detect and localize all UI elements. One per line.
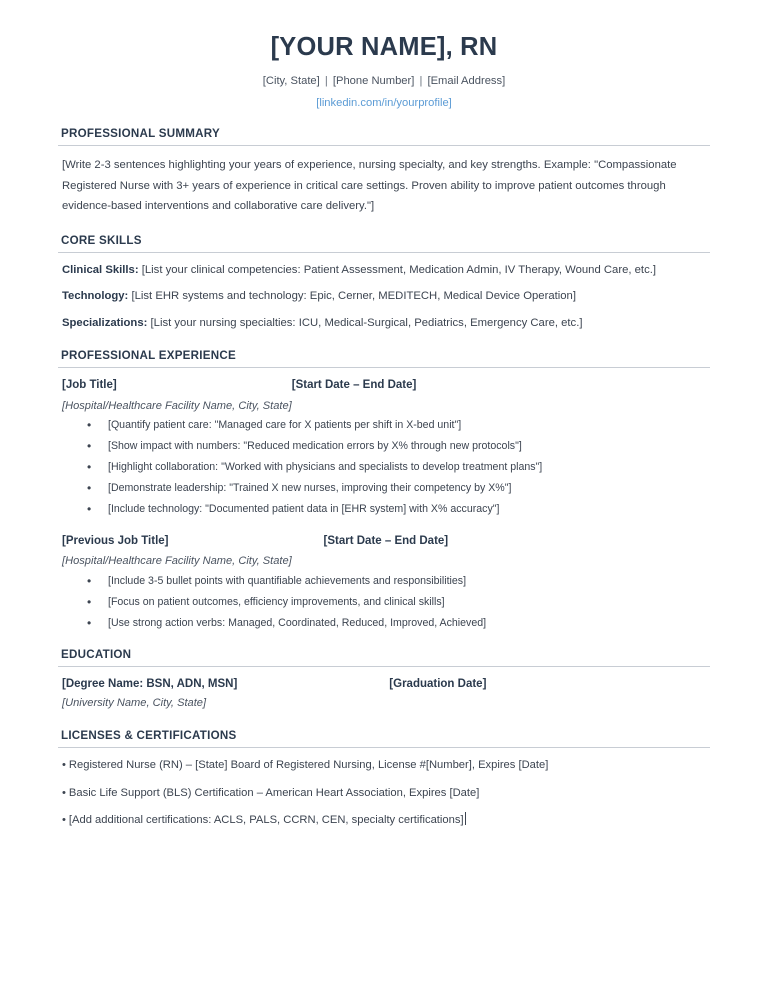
skill-label: Specializations: [62,316,148,329]
resume-header [58,0,710,110]
job-bullet[interactable]: • [Include 3-5 bullet points with quantifiable achievements and responsibilities] [58,574,710,589]
education-institution[interactable]: [University Name, City, State] [62,697,207,710]
section-divider [58,747,710,748]
section-divider [58,252,710,253]
candidate-name: [YOUR NAME], RN [270,33,498,61]
contact-email: [Email Address] [427,75,506,88]
skill-row-clinical[interactable] [62,262,710,280]
job-bullet[interactable]: • [Quantify patient care: "Managed care for X patients per shift in X-bed unit"] [58,418,710,433]
section-education [58,648,710,712]
job-title[interactable]: [Job Title] [62,379,117,392]
contact-separator-2: | [419,75,423,88]
contact-location: [City, State] [262,75,320,88]
section-title-professional-summary: PROFESSIONAL SUMMARY [61,127,220,141]
skill-label: Clinical Skills: [62,263,139,276]
license-text: Registered Nurse (RN) – [State] Board of Registered Nursing, License #[Number], Expires [Date] [68,758,549,771]
section-divider [58,145,710,146]
skill-value: [List your clinical competencies: Patient Assessment, Medication Admin, IV Therapy, Wound Care, etc.] [138,263,656,276]
experience-entry [58,377,710,517]
section-divider [58,367,710,368]
experience-entry [58,533,710,631]
license-text: [Add additional certifications: ACLS, PALS, CCRN, CEN, specialty certifications] [68,814,464,827]
section-title-education: EDUCATION [61,647,132,661]
job-bullet[interactable]: • [Focus on patient outcomes, efficiency improvements, and clinical skills] [58,595,710,610]
job-bullet-list [58,418,710,517]
bullet-glyph: • [62,814,66,827]
job-bullet[interactable]: • [Include technology: "Documented patient data in [EHR system] with X% accuracy"] [58,502,710,517]
license-item[interactable] [62,785,710,802]
professional-summary-text[interactable]: [Write 2-3 sentences highlighting your years of experience, nursing specialty, and key strengths. Example: "Compassionate Registered Nurse with 3+ years of experience in critical care settings. Proven ability to improve patient outcomes through evidence-based interventions and collaborative care delivery."] [62,159,677,213]
section-professional-summary [58,127,710,217]
bullet-glyph: • [62,786,66,799]
job-bullet[interactable]: • [Show impact with numbers: "Reduced medication errors by X% through new protocols"] [58,439,710,454]
job-organization[interactable]: [Hospital/Healthcare Facility Name, City, State] [62,555,292,568]
job-organization[interactable]: [Hospital/Healthcare Facility Name, City, State] [62,399,292,412]
contact-separator-1: | [324,75,328,88]
license-list [58,757,710,829]
skill-row-specializations[interactable] [62,315,710,333]
section-title-core-skills: CORE SKILLS [61,233,142,247]
contact-phone: [Phone Number] [332,75,415,88]
education-graduation-date[interactable]: [Graduation Date] [389,677,487,690]
job-bullet[interactable]: • [Highlight collaboration: "Worked with physicians and specialists to develop treatment plans"] [58,460,710,475]
bullet-glyph: • [62,758,66,771]
section-licenses-certifications [58,729,710,829]
job-bullet[interactable]: • [Use strong action verbs: Managed, Coordinated, Reduced, Improved, Achieved] [58,616,710,631]
section-professional-experience [58,349,710,631]
skill-row-technology[interactable] [62,288,710,306]
skill-value: [List EHR systems and technology: Epic, Cerner, MEDITECH, Medical Device Operation] [128,290,576,303]
linkedin-profile-link[interactable]: [linkedin.com/in/yourprofile] [316,96,452,109]
license-item[interactable] [62,812,710,829]
text-cursor [465,812,466,825]
job-dates[interactable]: [Start Date – End Date] [323,535,449,547]
job-header [62,377,710,394]
license-text: Basic Life Support (BLS) Certification – American Heart Association, Expires [Date] [68,786,480,799]
job-bullet-list [58,574,710,631]
section-divider [58,666,710,667]
job-title[interactable]: [Previous Job Title] [62,535,169,547]
education-header [62,676,710,693]
job-header [62,533,710,550]
contact-line [58,74,710,89]
job-bullet[interactable]: • [Demonstrate leadership: "Trained X new nurses, improving their competency by X%"] [58,481,710,496]
license-item[interactable] [62,757,710,774]
section-title-licenses-certifications: LICENSES & CERTIFICATIONS [61,728,237,742]
education-degree[interactable]: [Degree Name: BSN, ADN, MSN] [62,677,238,690]
skill-value: [List your nursing specialties: ICU, Medical-Surgical, Pediatrics, Emergency Care, etc.] [147,316,583,329]
skill-label: Technology: [62,290,129,303]
section-core-skills [58,234,710,333]
section-title-professional-experience: PROFESSIONAL EXPERIENCE [61,349,236,363]
job-dates[interactable]: [Start Date – End Date] [291,379,417,392]
